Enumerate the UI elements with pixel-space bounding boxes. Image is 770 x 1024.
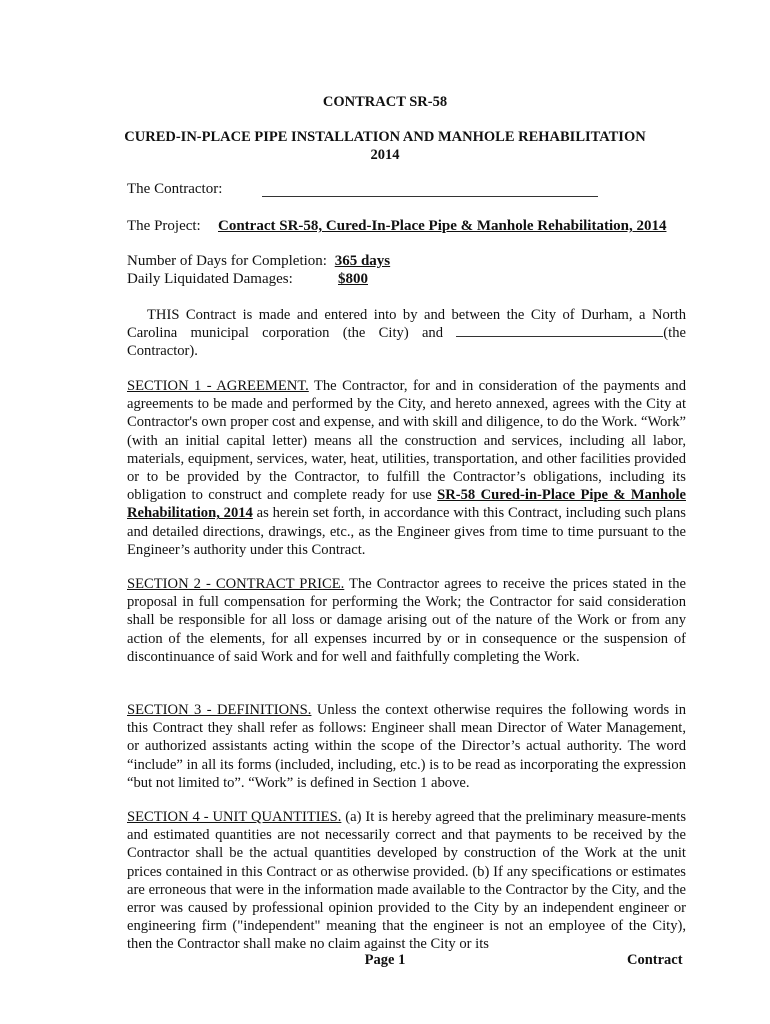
section-1-text-a: The Contractor, for and in consideration of the payments and agreements to be made and performed by the City, and hereto annexed, agrees with the City at Contractor's own proper cost and expense, and with skill and diligence, to do the Work. “Work” (with an initial capital letter) means all the construction and services, including all labor, materials, equipment, services, water, heat, utilities, transportation, and other facilities provided or to be provided by the Contractor, to fulfill the Contractor’s obligations, including its obligation to construct and complete ready for use (127, 378, 686, 504)
document-subtitle: CURED-IN-PLACE PIPE INSTALLATION AND MANHOLE REHABILITATION (124, 129, 646, 145)
document-year: 2014 (370, 147, 400, 163)
days-label: Number of Days for Completion: (127, 253, 327, 269)
section-4-text: (a) It is hereby agreed that the preliminary measure-ments and estimated quantities are not necessarily correct and that payments to be received by the Contractor shall be the actual quantities developed by construction of the Work at the unit prices contained in this Contract or as otherwise provided. (b) If any specifications or estimates are erroneous that were in the information made available to the Contractor by the City, and the error was caused by professional opinion provided to the City by an independent engineer or engineering firm ("independent" meaning that the engineer is not an employee of the City), then the Contractor shall make no claim against the City or its (127, 809, 686, 953)
section-3-paragraph (127, 701, 686, 792)
section-4-paragraph (127, 808, 686, 954)
section-2-heading: SECTION 2 - CONTRACT PRICE. (127, 576, 345, 592)
section-3-text: Unless the context otherwise requires the following words in this Contract they shall refer as follows: Engineer shall mean Director of Water Management, or authorized assistants acting within the scope of the Director’s actual authority. The word “include” in all its forms (included, including, etc.) is to be read as incorporating the expression “but not limited to”. “Work” is defined in Section 1 above. (127, 702, 686, 791)
section-1-project-name: SR-58 Cured-in-Place Pipe & Manhole Rehabilitation, 2014 (127, 487, 686, 522)
project-value: Contract SR-58, Cured-In-Place Pipe & Manhole Rehabilitation, 2014 (218, 218, 667, 234)
section-2-paragraph (127, 575, 686, 666)
section-1-text-b: as herein set forth, in accordance with this Contract, including such plans and detailed directions, drawings, etc., as the Engineer gives from time to time pursuant to the Engineer’s authority under this Contract. (127, 505, 686, 558)
project-label: The Project: (127, 218, 201, 234)
page-number: Page 1 (364, 952, 406, 968)
contractor-name-blank (456, 324, 663, 337)
footer-label: Contract (627, 952, 683, 968)
days-value: 365 days (334, 253, 391, 269)
intro-paragraph (127, 306, 686, 361)
damages-row (127, 271, 368, 288)
damages-value: $800 (338, 271, 368, 287)
section-1-paragraph (127, 377, 686, 559)
days-row (127, 253, 390, 270)
damages-label: Daily Liquidated Damages: (127, 271, 293, 287)
section-4-heading: SECTION 4 - UNIT QUANTITIES. (127, 809, 342, 825)
contractor-label: The Contractor: (127, 181, 223, 197)
intro-text-b: (the Contractor). (127, 325, 686, 360)
section-1-heading: SECTION 1 - AGREEMENT. (127, 378, 309, 394)
intro-text-a: THIS Contract is made and entered into by and between the City of Durham, a North Carolina municipal corporation (the City) and (127, 307, 686, 342)
document-title: CONTRACT SR-58 (322, 94, 448, 110)
section-2-text: The Contractor agrees to receive the prices stated in the proposal in full compensation for performing the Work; the Contractor for said consideration shall be responsible for all loss or damage arising out of the nature of the Work or from any action of the elements, for all expenses incurred by or in consequence or the suspension of discontinuance of said Work and for well and faithfully completing the Work. (127, 576, 687, 665)
contractor-blank-line (262, 196, 598, 197)
section-3-heading: SECTION 3 - DEFINITIONS. (127, 702, 312, 718)
